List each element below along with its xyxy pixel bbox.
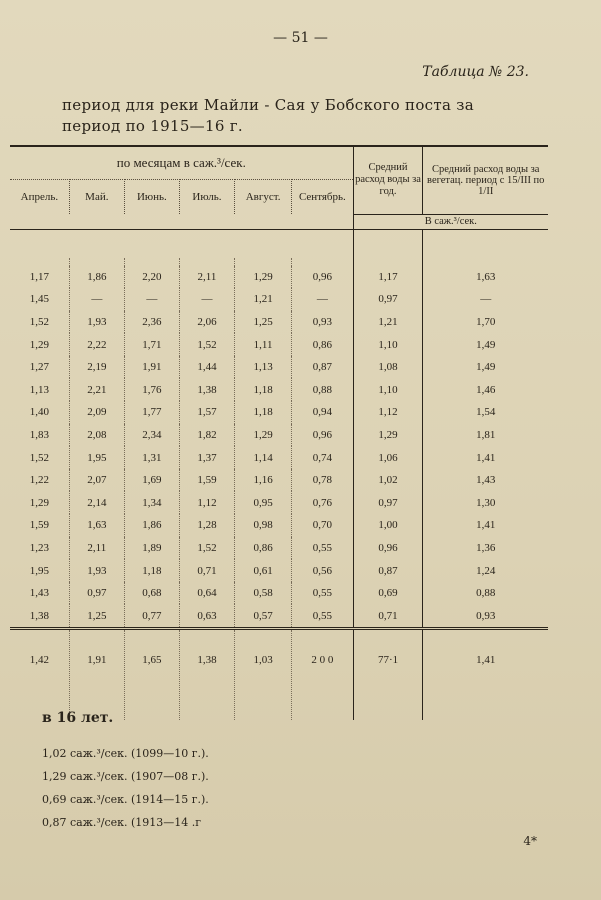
table-cell: 0,64 (179, 582, 234, 605)
month-header: Июль. (179, 180, 234, 215)
table-cell: 1,45 (10, 288, 69, 311)
unit-label: В саж.³/сек. (353, 214, 548, 229)
table-cell: — (179, 288, 234, 311)
table-cell: 1,41 (476, 519, 496, 532)
table-cell: 2,09 (69, 401, 124, 424)
table-cell: 1,57 (179, 401, 234, 424)
table-cell: 0,96 (292, 266, 353, 289)
mean-cell: 1,42 (10, 629, 69, 721)
table-cell: 0,88 (292, 378, 353, 401)
table-cell: 1,17 (10, 266, 69, 289)
table-cell: 2,07 (69, 469, 124, 492)
table-cell: 0,63 (179, 604, 234, 628)
table-cell: 1,30 (476, 496, 496, 509)
table-cell: 2,22 (69, 333, 124, 356)
table-cell: 0,74 (292, 446, 353, 469)
table-cell: 1,52 (10, 311, 69, 334)
table-cell: — (69, 288, 124, 311)
table-cell: 1,28 (179, 514, 234, 537)
table-row (10, 288, 548, 311)
table-cell: 1,11 (234, 333, 291, 356)
table-cell: 1,93 (69, 559, 124, 582)
table-cell: 1,27 (10, 356, 69, 379)
footer-line: 0,69 саж.³/сек. (1914—15 г.). (42, 793, 209, 806)
table-cell: 1,29 (234, 266, 291, 289)
table-cell: 1,18 (234, 378, 291, 401)
table-row (10, 356, 548, 379)
table-cell: — (480, 293, 492, 306)
table-cell: 1,46 (476, 383, 496, 396)
table-row (10, 582, 548, 605)
table-cell: 1,10 (353, 378, 423, 401)
table-cell: 1,02 (353, 469, 423, 492)
table-cell: 1,06 (353, 446, 423, 469)
table-row (10, 424, 548, 447)
table-cell: 1,49 (476, 338, 496, 351)
table-cell: 1,81 (476, 428, 496, 441)
table-body (10, 258, 548, 629)
table-cell: 1,17 (353, 266, 423, 289)
table-cell: 2,36 (124, 311, 179, 334)
mean-cell: 1,65 (124, 629, 179, 721)
table-cell: 0,97 (353, 491, 423, 514)
table-row (10, 559, 548, 582)
table-row (10, 333, 548, 356)
table-cell: 1,59 (179, 469, 234, 492)
table-cell: 0,61 (234, 559, 291, 582)
footer-notes (42, 710, 209, 834)
table-cell: 1,86 (124, 514, 179, 537)
table-cell: 1,16 (234, 469, 291, 492)
table-cell: 1,63 (476, 270, 496, 283)
table-caption: период для реки Майли - Сая у Бобского поста за период по 1915—16 г. (62, 96, 475, 135)
table-cell: 1,36 (476, 541, 496, 554)
table-cell: 1,29 (10, 333, 69, 356)
footer-line: 0,87 саж.³/сек. (1913—14 .г (42, 816, 202, 829)
table-cell: 0,94 (292, 401, 353, 424)
table-cell: 1,41 (476, 451, 496, 464)
table-cell: 1,29 (234, 424, 291, 447)
table-cell: 1,31 (124, 446, 179, 469)
table-cell: 1,63 (69, 514, 124, 537)
table-cell: 0,93 (476, 609, 496, 622)
mean-cell: 2 0 0 (292, 629, 353, 721)
mean-cell: 1,03 (234, 629, 291, 721)
table-cell: 0,76 (292, 491, 353, 514)
table-cell: 0,86 (234, 537, 291, 560)
table-cell: 1,49 (476, 361, 496, 374)
table-cell: 1,76 (124, 378, 179, 401)
signature-mark: 4* (523, 834, 537, 848)
mean-row (10, 629, 548, 721)
table-cell: 1,22 (10, 469, 69, 492)
months-group-header: по месяцам в саж.³/сек. (10, 146, 353, 180)
table-cell: 0,96 (353, 537, 423, 560)
table-cell: 0,69 (353, 582, 423, 605)
table-cell: 1,25 (69, 604, 124, 628)
table-cell: 1,29 (353, 424, 423, 447)
footer-title: в 16 лет. (42, 710, 114, 726)
table-cell: 1,44 (179, 356, 234, 379)
month-header: Апрель. (10, 180, 69, 215)
table-cell: 1,13 (10, 378, 69, 401)
table-cell: 1,34 (124, 491, 179, 514)
table-number: Таблица № 23. (422, 64, 529, 80)
table-cell: 0,71 (179, 559, 234, 582)
table-cell: 1,89 (124, 537, 179, 560)
avg-veg-header: Средний расход воды за вегетац. период с 15/III по 1/II (423, 146, 548, 214)
table-cell: 2,06 (179, 311, 234, 334)
table-cell: 1,10 (353, 333, 423, 356)
table-cell: 0,98 (234, 514, 291, 537)
table-cell: 1,38 (10, 604, 69, 628)
table-cell: 0,87 (353, 559, 423, 582)
table-cell: 1,71 (124, 333, 179, 356)
table-cell: 1,21 (353, 311, 423, 334)
table-cell: 1,59 (10, 514, 69, 537)
table-cell: 1,93 (69, 311, 124, 334)
table-cell: 1,21 (234, 288, 291, 311)
table-cell: 1,52 (179, 333, 234, 356)
table-cell: 2,14 (69, 491, 124, 514)
table-cell: 0,77 (124, 604, 179, 628)
table-cell: 2,20 (124, 266, 179, 289)
table-cell: 1,82 (179, 424, 234, 447)
table-cell: 1,95 (69, 446, 124, 469)
table-cell: 0,70 (292, 514, 353, 537)
table-cell: — (124, 288, 179, 311)
mean-cell: 1,38 (179, 629, 234, 721)
table-cell: 1,91 (124, 356, 179, 379)
table-cell: 1,37 (179, 446, 234, 469)
table-row (10, 311, 548, 334)
avg-year-header: Средний расход воды за год. (353, 146, 423, 214)
page-number: — 51 — (273, 30, 328, 46)
table-cell: 2,19 (69, 356, 124, 379)
table-cell: 2,21 (69, 378, 124, 401)
table-cell: 1,70 (476, 315, 496, 328)
table-cell: 0,56 (292, 559, 353, 582)
table-cell: 0,55 (292, 537, 353, 560)
table-cell: 0,55 (292, 604, 353, 628)
table-cell: 1,08 (353, 356, 423, 379)
table-cell: 1,25 (234, 311, 291, 334)
table-cell: 2,34 (124, 424, 179, 447)
table-cell: 1,14 (234, 446, 291, 469)
mean-cell: 1,91 (69, 629, 124, 721)
table-cell: 0,71 (353, 604, 423, 628)
table-cell: 0,97 (69, 582, 124, 605)
table-row (10, 469, 548, 492)
table-cell: 1,77 (124, 401, 179, 424)
month-header: Июнь. (124, 180, 179, 215)
table-cell: 1,38 (179, 378, 234, 401)
table-cell: 0,87 (292, 356, 353, 379)
table-row (10, 537, 548, 560)
table-cell: 0,96 (292, 424, 353, 447)
table-cell: 0,93 (292, 311, 353, 334)
table-cell: 1,18 (124, 559, 179, 582)
table-cell: 1,52 (10, 446, 69, 469)
table-row (10, 378, 548, 401)
discharge-table (10, 145, 548, 720)
table-cell: 0,95 (234, 491, 291, 514)
table-cell: 1,54 (476, 406, 496, 419)
table-cell: 0,88 (476, 587, 496, 600)
table-cell: 1,83 (10, 424, 69, 447)
table-cell: 2,08 (69, 424, 124, 447)
table-cell: 0,55 (292, 582, 353, 605)
table-cell: 1,18 (234, 401, 291, 424)
table-row (10, 514, 548, 537)
table-cell: 0,86 (292, 333, 353, 356)
table-cell: 0,58 (234, 582, 291, 605)
mean-cell: 1,41 (423, 629, 548, 721)
table-cell: 1,24 (476, 564, 496, 577)
table-row (10, 491, 548, 514)
table-cell: 1,12 (353, 401, 423, 424)
table-cell: 1,40 (10, 401, 69, 424)
table-cell: 1,95 (10, 559, 69, 582)
table-cell: 0,97 (353, 288, 423, 311)
table-cell: 0,68 (124, 582, 179, 605)
table-cell: 2,11 (69, 537, 124, 560)
table-cell: 1,13 (234, 356, 291, 379)
table-cell: — (292, 288, 353, 311)
table-cell: 1,43 (476, 474, 496, 487)
table-cell: 1,69 (124, 469, 179, 492)
table-cell: 1,52 (179, 537, 234, 560)
table-cell: 1,43 (10, 582, 69, 605)
table-row (10, 266, 548, 289)
mean-cell: 77·1 (353, 629, 423, 721)
month-header: Август. (234, 180, 291, 215)
table-row (10, 401, 548, 424)
footer-line: 1,02 саж.³/сек. (1099—10 г.). (42, 747, 209, 760)
table-cell: 1,12 (179, 491, 234, 514)
table-row (10, 446, 548, 469)
table-cell: 0,57 (234, 604, 291, 628)
table-cell: 1,86 (69, 266, 124, 289)
month-header: Май. (69, 180, 124, 215)
table-cell: 1,00 (353, 514, 423, 537)
table-row (10, 604, 548, 628)
table-cell: 1,23 (10, 537, 69, 560)
month-header: Сентябрь. (292, 180, 353, 215)
table-cell: 1,29 (10, 491, 69, 514)
table-cell: 2,11 (179, 266, 234, 289)
footer-line: 1,29 саж.³/сек. (1907—08 г.). (42, 770, 209, 783)
table-cell: 0,78 (292, 469, 353, 492)
